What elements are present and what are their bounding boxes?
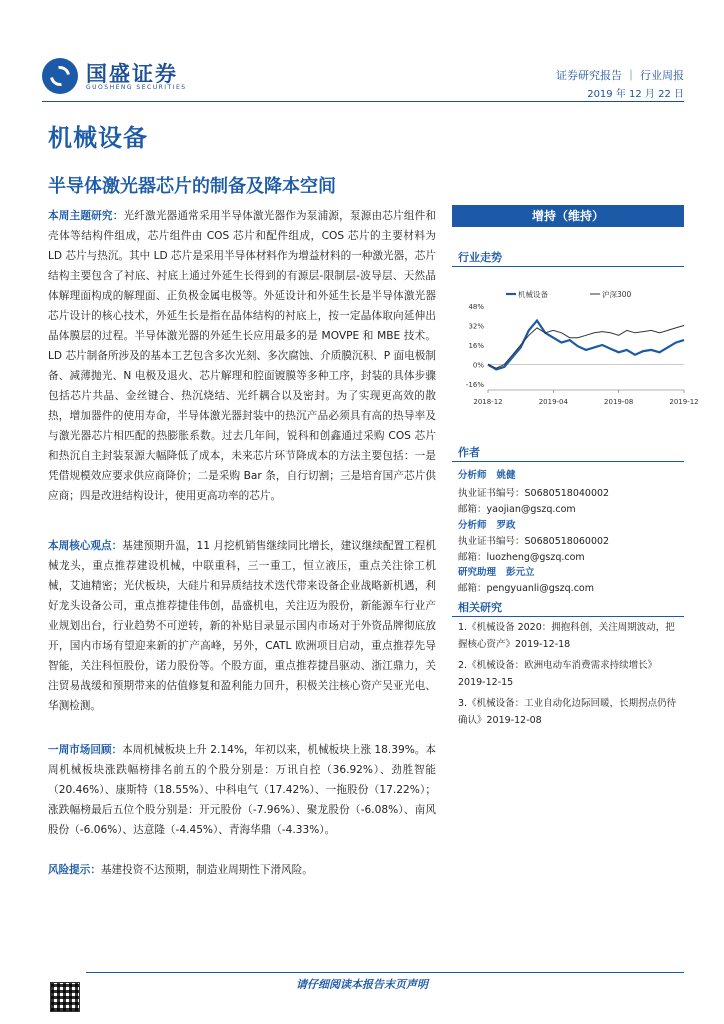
x-tick-label: 2019-12 [669, 398, 699, 406]
y-tick-label: 0% [472, 361, 484, 370]
related-item-2[interactable]: 2.《机械设备：欧洲电动车消费需求持续增长》2019-12-15 [458, 660, 658, 688]
report-title: 半导体激光器芯片的制备及降本空间 [48, 176, 336, 197]
market-paragraph [48, 740, 436, 840]
trend-chart [452, 282, 699, 412]
analyst-1-email[interactable]: 邮箱：yaojian@gszq.com [458, 504, 576, 515]
y-tick-label: 16% [468, 342, 484, 350]
analyst-2-email[interactable]: 邮箱：luozheng@gszq.com [458, 552, 585, 563]
analyst-1-cert: 执业证书编号：S0680518040002 [458, 488, 610, 499]
y-tick-label: 32% [468, 322, 484, 331]
market-label: 一周市场回顾： [48, 744, 123, 756]
related-heading: 相关研究 [458, 601, 502, 614]
y-tick-label: 48% [468, 303, 484, 311]
related-item-1[interactable]: 1.《机械设备 2020：拥抱科创，关注周期波动，把握核心资产》2019-12-18 [458, 622, 675, 650]
trend-heading: 行业走势 [458, 251, 502, 264]
x-tick-label: 2019-08 [604, 398, 634, 406]
company-name: 国盛证券 [86, 62, 178, 86]
view-text: 基建预期升温，11 月挖机销售继续同比增长，建议继续配置工程机械龙头，重点推荐建设机械，中联重科，三一重工，恒立液压，重点关注徐工机械，艾迪精密；光伏板块，大硅片和异质结技术迭代带来设备企业战略新机遇，利好龙头设备公司，重点推荐捷佳伟创，晶盛机电，关注迈为股份，新能源车行业产业规划出台，行业趋势不可逆转，新的补贴目录显示国内市场对于外资品牌彻底放开，国内市场有望迎来新的扩产高峰，另外，CATL 欧洲项目启动，重点推荐先导智能，关注科恒股份，诺力股份等。个股方面，重点推荐捷昌驱动、浙江鼎力，关注贸易战缓和预期带来的估值修复和盈利能力回升，积极关注核心资产吴亚光电、华测检测。 [48, 540, 436, 712]
view-label: 本周核心观点： [48, 540, 123, 552]
report-type: 证券研究报告 ｜ 行业周报 [556, 69, 684, 82]
topic-text: 光纤激光器通常采用半导体激光器作为泵浦源，泵源由芯片组件和壳体等结构件组成，芯片组件由 COS 芯片和配件组成，COS 芯片的主要材料为 LD 芯片与热沉。其中 LD 芯片是采用半导体材料作为增益材料的一种激光器，芯片结构主要包含了衬底、衬底上通过外延生长得到的有源层-限制层-波导层、天然晶体解理面构成的解理面、正负极金属电极等。外延设计和外延生长是半导体激光器芯片设计的核心技术，外延生长是指在晶体结构的衬底上，按一定晶体取向延伸出晶体膜层的过程。半导体激光器的外延生长应用最多的是 MOVPE 和 MBE 技术。LD 芯片制备所涉及的基本工艺包含多次光刻、多次腐蚀、介质膜沉积、P 面电极制备、减薄抛光、N 电极及退火、芯片解理和腔面镀膜等多种工序，封装的具体步骤包括芯片共晶、金丝键合、热沉烧结、光纤耦合以及密封。为了实现更高效的散热，增加器件的使用寿命，半导体激光器封装中的热沉产品必须具有高的热导率及与激光器芯片相匹配的热膨胀系数。过去几年间，锐科和创鑫通过采购 COS 芯片和热沉自主封装泵源大幅降低了成本，未来芯片环节降成本的方法主要包括：一是凭借规模效应要求供应商降价；二是采购 Bar 条，自行切割；三是培育国产芯片供应商；四是改进结构设计，使用更高功率的芯片。 [48, 210, 437, 502]
risk-text: 基建投资不达预期，制造业周期性下滑风险。 [100, 864, 313, 876]
analyst-2-name: 分析师 罗政 [458, 520, 516, 531]
company-name-en: GUOSHENG SECURITIES [86, 84, 187, 91]
analyst-3-name: 研究助理 彭元立 [458, 567, 535, 578]
analyst-2-cert: 执业证书编号：S0680518060002 [458, 536, 610, 547]
view-paragraph [48, 536, 436, 716]
topic-label: 本周主题研究： [48, 210, 124, 222]
risk-label: 风险提示： [48, 864, 101, 876]
header-divider [42, 101, 684, 102]
company-logo-icon [42, 58, 78, 94]
footer-divider [86, 972, 684, 973]
related-item-3[interactable]: 3.《机械设备：工业自动化边际回暖，长期拐点仍待确认》2019-12-08 [458, 698, 677, 726]
legend-label: 机械设备 [518, 290, 548, 299]
report-date: 2019 年 12 月 22 日 [587, 89, 684, 100]
legend-label: 沪深300 [602, 290, 632, 299]
rating-badge: 增持（维持） [452, 205, 684, 227]
industry-title: 机械设备 [48, 124, 148, 152]
series-line-csi300 [488, 326, 684, 369]
trend-divider [452, 266, 684, 267]
analyst-1-name: 分析师 姚健 [458, 470, 516, 481]
x-tick-label: 2019-04 [538, 398, 568, 406]
series-line-machinery [488, 321, 684, 370]
related-divider [452, 616, 684, 617]
y-tick-label: -16% [465, 381, 484, 389]
market-text: 本周机械板块上升 2.14%，年初以来，机械板块上涨 18.39%。本周机械板块涨跌幅榜排名前五的个股分别是：万讯自控（36.92%）、劲胜智能（20.46%）、康斯特（18.55%）、中科电气（17.42%）、一拖股份（17.22%）；涨跌幅榜最后五位个股分别是：开元股份（-7.96%）、聚龙股份（-6.08%）、南风股份（-6.06%）、达意隆（-4.45%）、青海华鼎（-4.33%）。 [48, 744, 436, 836]
x-tick-label: 2018-12 [473, 398, 503, 406]
authors-divider [452, 461, 684, 462]
authors-heading: 作者 [458, 446, 480, 459]
risk-paragraph [48, 860, 436, 880]
topic-paragraph [48, 206, 436, 506]
footer-disclaimer: 请仔细阅读本报告末页声明 [296, 978, 428, 991]
analyst-3-email[interactable]: 邮箱：pengyuanli@gszq.com [458, 583, 594, 594]
